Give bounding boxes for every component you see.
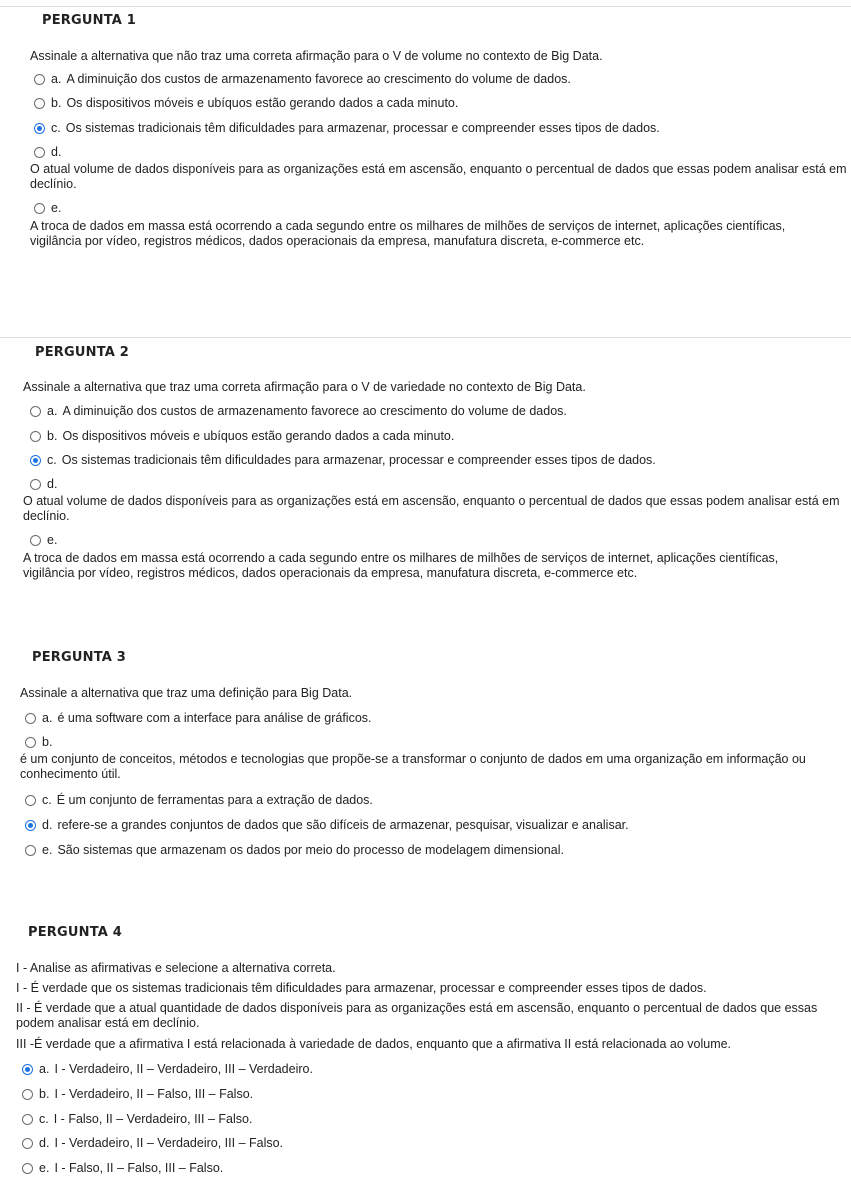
option-letter: e.: [39, 1161, 50, 1175]
option-c[interactable]: [22, 1112, 252, 1126]
option-d[interactable]: [34, 145, 66, 159]
question-stem: Assinale a alternativa que traz uma definição para Big Data.: [20, 686, 353, 700]
radio-button[interactable]: [22, 1114, 33, 1125]
option-text: é uma software com a interface para análise de gráficos.: [57, 711, 372, 725]
option-letter: e.: [42, 843, 53, 857]
option-e-text: A troca de dados em massa está ocorrendo a cada segundo entre os milhares de milhões de serviços de internet, aplicações científicas, vigilância por vídeo, registros médicos, dados operacionais da empresa, manufatura discreta, e-commerce etc.: [23, 551, 779, 580]
option-text: Os dispositivos móveis e ubíquos estão gerando dados a cada minuto.: [66, 96, 459, 110]
option-letter: b.: [47, 429, 58, 443]
option-letter: a.: [42, 711, 53, 725]
option-letter: d.: [51, 145, 62, 159]
option-c[interactable]: [30, 453, 656, 467]
question-divider: [0, 337, 851, 338]
option-b[interactable]: [25, 735, 57, 749]
option-text: É um conjunto de ferramentas para a extração de dados.: [56, 793, 373, 807]
statement-line: I - Analise as afirmativas e selecione a alternativa correta.: [16, 961, 336, 975]
option-letter: d.: [42, 818, 53, 832]
radio-button[interactable]: [25, 737, 36, 748]
option-text: Os sistemas tradicionais têm dificuldades para armazenar, processar e compreender esses tipos de dados.: [65, 121, 660, 135]
option-b[interactable]: [22, 1087, 253, 1101]
question-title: PERGUNTA 1: [42, 13, 137, 28]
option-e[interactable]: [25, 843, 564, 857]
radio-button-selected[interactable]: [22, 1064, 33, 1075]
statement-line: II - É verdade que a atual quantidade de dados disponíveis para as organizações está em ascensão, enquanto o percentual de dados que essas podem analisar está em declínio.: [16, 1001, 818, 1030]
option-text: A diminuição dos custos de armazenamento favorece ao crescimento do volume de dados.: [62, 404, 567, 418]
option-d[interactable]: [25, 818, 629, 832]
option-letter: d.: [39, 1136, 50, 1150]
option-a[interactable]: [34, 72, 571, 86]
option-letter: a.: [39, 1062, 50, 1076]
option-text: I - Verdadeiro, II – Falso, III – Falso.: [54, 1087, 254, 1101]
option-c[interactable]: [34, 121, 660, 135]
option-letter: b.: [42, 735, 53, 749]
option-letter: c.: [42, 793, 52, 807]
option-a[interactable]: [30, 404, 567, 418]
question-stem: Assinale a alternativa que não traz uma correta afirmação para o V de volume no contexto de Big Data.: [30, 49, 603, 63]
option-text: A diminuição dos custos de armazenamento favorece ao crescimento do volume de dados.: [66, 72, 571, 86]
option-d[interactable]: [30, 477, 62, 491]
radio-button[interactable]: [30, 535, 41, 546]
top-divider: [0, 6, 851, 7]
option-d-text: O atual volume de dados disponíveis para as organizações está em ascensão, enquanto o percentual de dados que essas podem analisar está em declínio.: [23, 494, 840, 523]
radio-button[interactable]: [34, 98, 45, 109]
radio-button[interactable]: [30, 406, 41, 417]
option-letter: c.: [51, 121, 61, 135]
option-e[interactable]: [30, 533, 62, 547]
option-e[interactable]: [34, 201, 66, 215]
radio-button[interactable]: [34, 203, 45, 214]
option-letter: a.: [47, 404, 58, 418]
option-text: I - Falso, II – Verdadeiro, III – Falso.: [53, 1112, 253, 1126]
option-text: refere-se a grandes conjuntos de dados que são difíceis de armazenar, pesquisar, visualizar e analisar.: [57, 818, 629, 832]
option-letter: c.: [39, 1112, 49, 1126]
radio-button[interactable]: [34, 147, 45, 158]
radio-button-selected[interactable]: [25, 820, 36, 831]
question-title: PERGUNTA 2: [35, 345, 130, 360]
option-text: São sistemas que armazenam os dados por meio do processo de modelagem dimensional.: [57, 843, 564, 857]
option-e-text: A troca de dados em massa está ocorrendo a cada segundo entre os milhares de milhões de serviços de internet, aplicações científicas, vigilância por vídeo, registros médicos, dados operacionais da empresa, manufatura discreta, e-commerce etc.: [30, 219, 786, 248]
radio-button[interactable]: [22, 1138, 33, 1149]
option-a[interactable]: [25, 711, 372, 725]
option-text: I - Verdadeiro, II – Verdadeiro, III – Falso.: [54, 1136, 284, 1150]
radio-button[interactable]: [34, 74, 45, 85]
option-b[interactable]: [30, 429, 454, 443]
option-text: I - Verdadeiro, II – Verdadeiro, III – Verdadeiro.: [54, 1062, 313, 1076]
option-d-text: O atual volume de dados disponíveis para as organizações está em ascensão, enquanto o percentual de dados que essas podem analisar está em declínio.: [30, 162, 847, 191]
option-text: Os dispositivos móveis e ubíquos estão gerando dados a cada minuto.: [62, 429, 455, 443]
option-d[interactable]: [22, 1136, 283, 1150]
option-letter: b.: [51, 96, 62, 110]
question-stem: Assinale a alternativa que traz uma correta afirmação para o V de variedade no contexto de Big Data.: [23, 380, 586, 394]
radio-button[interactable]: [25, 795, 36, 806]
option-letter: b.: [39, 1087, 50, 1101]
option-b[interactable]: [34, 96, 458, 110]
radio-button[interactable]: [22, 1163, 33, 1174]
option-a[interactable]: [22, 1062, 313, 1076]
radio-button[interactable]: [30, 431, 41, 442]
radio-button[interactable]: [22, 1089, 33, 1100]
radio-button[interactable]: [30, 479, 41, 490]
option-letter: a.: [51, 72, 62, 86]
option-letter: e.: [47, 533, 58, 547]
statement-line: III -É verdade que a afirmativa I está relacionada à variedade de dados, enquanto que a afirmativa II está relacionada ao volume.: [16, 1037, 732, 1051]
radio-button-selected[interactable]: [30, 455, 41, 466]
option-letter: d.: [47, 477, 58, 491]
option-c[interactable]: [25, 793, 373, 807]
radio-button[interactable]: [25, 713, 36, 724]
option-text: I - Falso, II – Falso, III – Falso.: [54, 1161, 224, 1175]
option-text: Os sistemas tradicionais têm dificuldades para armazenar, processar e compreender esses tipos de dados.: [61, 453, 656, 467]
question-title: PERGUNTA 4: [28, 925, 123, 940]
option-b-text: é um conjunto de conceitos, métodos e tecnologias que propõe-se a transformar o conjunto de dados em uma organização em informação ou conhecimento útil.: [20, 752, 806, 781]
option-letter: c.: [47, 453, 57, 467]
radio-button-selected[interactable]: [34, 123, 45, 134]
question-title: PERGUNTA 3: [32, 650, 127, 665]
radio-button[interactable]: [25, 845, 36, 856]
statement-line: I - É verdade que os sistemas tradicionais têm dificuldades para armazenar, processar e compreender esses tipos de dados.: [16, 981, 707, 995]
option-e[interactable]: [22, 1161, 223, 1175]
option-letter: e.: [51, 201, 62, 215]
